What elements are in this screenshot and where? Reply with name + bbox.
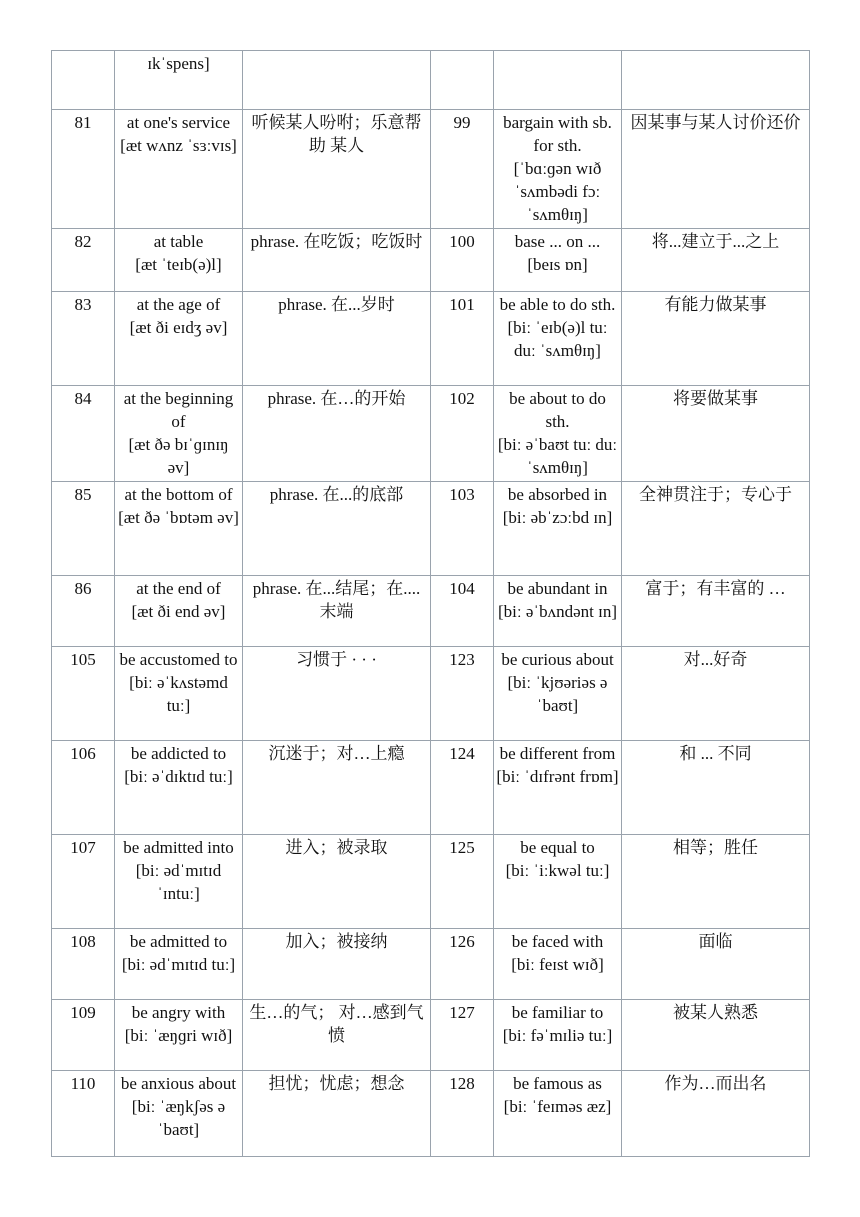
left-entry-number: 110	[52, 1071, 115, 1157]
phonetic-text: [æt ðə bɪˈɡɪnɪŋ əv]	[128, 435, 229, 477]
phrase-text: at one's service	[126, 113, 231, 132]
left-entry-definition: 担忧；忧虑；想念	[243, 1071, 431, 1157]
left-entry-phrase	[115, 229, 243, 292]
right-entry-definition	[622, 51, 810, 110]
phrase-text: base ... on ...	[514, 232, 601, 251]
phonetic-text: [æt ði eɪdʒ əv]	[129, 318, 228, 337]
phrase-text: be admitted into	[123, 838, 234, 857]
left-entry-number: 105	[52, 647, 115, 741]
table-row	[52, 386, 810, 482]
phonetic-text: [biː əˈkʌstəmd tuː]	[129, 673, 228, 715]
right-entry-number: 101	[431, 292, 494, 386]
phonetic-text: [æt wʌnz ˈsɜːvɪs]	[120, 136, 237, 155]
table-row	[52, 110, 810, 229]
right-entry-number: 104	[431, 576, 494, 647]
phonetic-text: [beɪs ɒn]	[527, 255, 588, 274]
right-entry-number: 128	[431, 1071, 494, 1157]
phrase-text: be able to do sth.	[499, 295, 616, 314]
right-entry-phrase	[494, 1000, 622, 1071]
phrase-text: at the bottom of	[124, 485, 233, 504]
phrase-text: be curious about	[501, 650, 614, 669]
right-entry-definition: 被某人熟悉	[622, 1000, 810, 1071]
phonetic-text: [æt ðə ˈbɒtəm əv]	[118, 508, 239, 527]
left-entry-definition: phrase. 在吃饭；吃饭时	[243, 229, 431, 292]
right-entry-phrase	[494, 576, 622, 647]
right-entry-phrase	[494, 386, 622, 482]
left-entry-definition: phrase. 在...结尾；在....末端	[243, 576, 431, 647]
left-entry-number	[52, 51, 115, 110]
left-entry-number: 84	[52, 386, 115, 482]
right-entry-definition: 和 ... 不同	[622, 741, 810, 835]
right-entry-phrase	[494, 229, 622, 292]
left-entry-number: 86	[52, 576, 115, 647]
phonetic-text: [biː ˈfeɪməs æz]	[503, 1097, 612, 1116]
left-entry-definition	[243, 51, 431, 110]
left-entry-number: 106	[52, 741, 115, 835]
right-entry-definition: 将要做某事	[622, 386, 810, 482]
table-row	[52, 576, 810, 647]
right-entry-phrase	[494, 292, 622, 386]
table-row	[52, 835, 810, 929]
phrase-text: be faced with	[511, 932, 604, 951]
table-row	[52, 929, 810, 1000]
right-entry-number: 126	[431, 929, 494, 1000]
phonetic-text: [biː ˈeɪb(ə)l tuː duː ˈsʌmθɪŋ]	[507, 318, 608, 360]
left-entry-definition: 加入；被接纳	[243, 929, 431, 1000]
phrase-text: be equal to	[520, 838, 595, 857]
right-entry-definition: 对...好奇	[622, 647, 810, 741]
right-entry-phrase	[494, 929, 622, 1000]
phonetic-text: [biː ˈæŋkʃəs əˈbaʊt]	[131, 1097, 226, 1139]
left-entry-phrase	[115, 292, 243, 386]
phrase-text: at the age of	[136, 295, 221, 314]
table-row	[52, 1000, 810, 1071]
left-entry-number: 108	[52, 929, 115, 1000]
right-entry-number: 100	[431, 229, 494, 292]
right-entry-definition: 富于；有丰富的 …	[622, 576, 810, 647]
vocabulary-table	[51, 50, 810, 1157]
left-entry-definition: 生…的气； 对…感到气愤	[243, 1000, 431, 1071]
table-row	[52, 647, 810, 741]
right-entry-phrase	[494, 835, 622, 929]
table-row	[52, 482, 810, 576]
phonetic-text: [biː əbˈzɔːbd ɪn]	[502, 508, 613, 527]
left-entry-definition: 习惯于 · · ·	[243, 647, 431, 741]
phrase-text: be abundant in	[507, 579, 608, 598]
left-entry-number: 107	[52, 835, 115, 929]
right-entry-number: 124	[431, 741, 494, 835]
right-entry-phrase	[494, 110, 622, 229]
left-entry-definition: 进入；被录取	[243, 835, 431, 929]
left-entry-number: 85	[52, 482, 115, 576]
left-entry-number: 109	[52, 1000, 115, 1071]
phrase-text: at table	[153, 232, 204, 251]
phrase-text: be accustomed to	[119, 650, 238, 669]
phonetic-text: [biː ədˈmɪtɪd ˈɪntuː]	[135, 861, 222, 903]
phonetic-text: [biː feɪst wɪð]	[511, 955, 604, 974]
left-entry-phrase	[115, 929, 243, 1000]
left-entry-number: 81	[52, 110, 115, 229]
phonetic-text: [biː ˈæŋɡri wɪð]	[124, 1026, 233, 1045]
table-row	[52, 229, 810, 292]
left-entry-definition: 沉迷于；对…上瘾	[243, 741, 431, 835]
left-entry-phrase	[115, 482, 243, 576]
phrase-text: be anxious about	[120, 1074, 237, 1093]
right-entry-phrase	[494, 647, 622, 741]
vocabulary-table-body	[52, 51, 810, 1157]
table-row	[52, 741, 810, 835]
right-entry-definition: 因某事与某人讨价还价	[622, 110, 810, 229]
right-entry-number: 99	[431, 110, 494, 229]
left-entry-phrase	[115, 110, 243, 229]
table-row	[52, 51, 810, 110]
phonetic-text: [biː ˈkjʊəriəs əˈbaʊt]	[507, 673, 608, 715]
left-entry-phrase	[115, 741, 243, 835]
phrase-text: be familiar to	[511, 1003, 604, 1022]
left-entry-phrase	[115, 647, 243, 741]
phrase-text: be angry with	[131, 1003, 226, 1022]
right-entry-definition: 有能力做某事	[622, 292, 810, 386]
phrase-text: be about to do sth.	[509, 389, 606, 431]
phonetic-text: [ˈbɑːɡən wɪð ˈsʌmbədi fɔː ˈsʌmθɪŋ]	[513, 159, 602, 224]
phonetic-text: [biː ədˈmɪtɪd tuː]	[121, 955, 236, 974]
right-entry-definition: 全神贯注于；专心于	[622, 482, 810, 576]
phrase-text: be different from	[499, 744, 616, 763]
phonetic-text: [biː əˈdɪktɪd tuː]	[124, 767, 233, 786]
phrase-text: at the end of	[136, 579, 221, 598]
right-entry-definition: 相等；胜任	[622, 835, 810, 929]
phrase-text: be absorbed in	[507, 485, 608, 504]
phonetic-text: [biː əˈbaʊt tuː duː ˈsʌmθɪŋ]	[497, 435, 618, 477]
phonetic-text: [biː fəˈmɪliə tuː]	[502, 1026, 613, 1045]
right-entry-number	[431, 51, 494, 110]
left-entry-definition: phrase. 在...的底部	[243, 482, 431, 576]
right-entry-number: 127	[431, 1000, 494, 1071]
left-entry-phrase	[115, 1000, 243, 1071]
left-entry-phrase	[115, 1071, 243, 1157]
left-entry-number: 82	[52, 229, 115, 292]
left-entry-number: 83	[52, 292, 115, 386]
phonetic-text: [biː ˈiːkwəl tuː]	[505, 861, 610, 880]
right-entry-phrase	[494, 1071, 622, 1157]
left-entry-definition: 听候某人吩咐；乐意帮助 某人	[243, 110, 431, 229]
right-entry-number: 103	[431, 482, 494, 576]
left-entry-phrase	[115, 386, 243, 482]
left-entry-phrase	[115, 835, 243, 929]
phonetic-text: [biː ˈdɪfrənt frɒm]	[496, 767, 619, 786]
table-row	[52, 292, 810, 386]
phrase-text: at the beginning of	[123, 389, 234, 431]
right-entry-phrase	[494, 51, 622, 110]
phrase-text: be admitted to	[129, 932, 228, 951]
right-entry-definition: 作为…而出名	[622, 1071, 810, 1157]
phonetic-text: [biː əˈbʌndənt ɪn]	[498, 602, 617, 621]
left-entry-phrase	[115, 51, 243, 110]
left-entry-phrase	[115, 576, 243, 647]
phonetic-text: [æt ði end əv]	[131, 602, 226, 621]
phrase-text: bargain with sb. for sth.	[503, 113, 612, 155]
right-entry-definition: 面临	[622, 929, 810, 1000]
right-entry-number: 102	[431, 386, 494, 482]
phonetic-text: [æt ˈteɪb(ə)l]	[135, 255, 222, 274]
right-entry-number: 125	[431, 835, 494, 929]
left-entry-definition: phrase. 在…的开始	[243, 386, 431, 482]
right-entry-number: 123	[431, 647, 494, 741]
phrase-text: be famous as	[513, 1074, 602, 1093]
phrase-text: be addicted to	[130, 744, 227, 763]
right-entry-definition: 将...建立于...之上	[622, 229, 810, 292]
phonetic-text: ɪkˈspens]	[147, 54, 210, 73]
right-entry-phrase	[494, 482, 622, 576]
right-entry-phrase	[494, 741, 622, 835]
table-row	[52, 1071, 810, 1157]
left-entry-definition: phrase. 在...岁时	[243, 292, 431, 386]
